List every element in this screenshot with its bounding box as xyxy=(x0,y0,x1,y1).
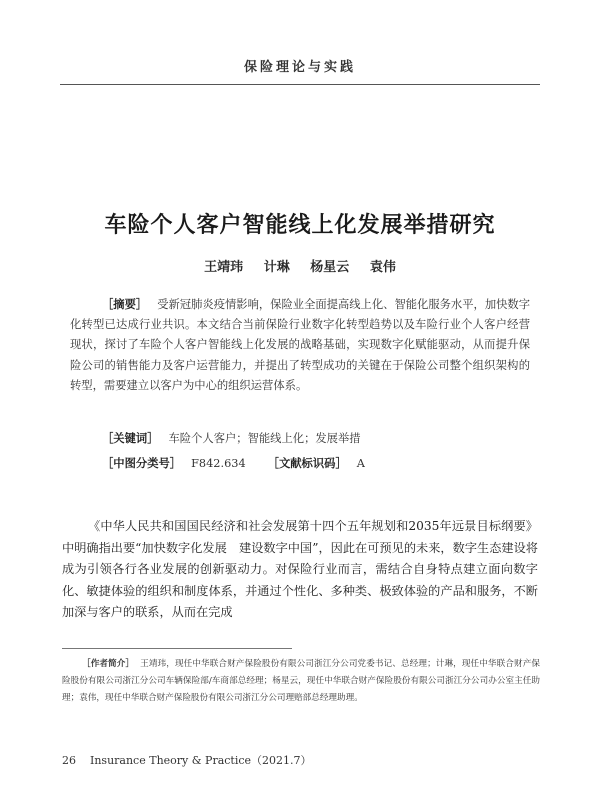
doc-code-label: ［文献标识码］ xyxy=(267,457,347,470)
footnote-divider xyxy=(62,648,292,649)
journal-citation: Insurance Theory & Practice（2021.7） xyxy=(90,754,312,767)
abstract-label: ［摘要］ xyxy=(102,298,148,311)
author-name: 杨星云 xyxy=(310,260,350,275)
journal-section-header: 保险理论与实践 xyxy=(243,60,356,75)
classification-line xyxy=(102,455,542,471)
author-name: 计琳 xyxy=(263,260,290,275)
author-list xyxy=(40,256,560,275)
header-divider xyxy=(60,84,540,85)
keywords-line xyxy=(102,430,542,446)
page-number: 26 xyxy=(62,754,76,767)
author-footnote xyxy=(62,656,540,707)
abstract-text: 受新冠肺炎疫情影响，保险业全面提高线上化、智能化服务水平，加快数字化转型已达成行业共识。本文结合当前保险行业数字化转型趋势以及车险行业个人客户经营现状，探讨了车险个人客户智能线上化发展的战略基础，实现数字化赋能驱动，从而提升保险公司的销售能力及客户运营能力，并提出了转型成功的关键在于保险公司整个组织架构的转型，需要建立以客户为中心的组织运营体系。 xyxy=(70,298,531,392)
page-footer xyxy=(62,752,542,768)
clc-value: F842.634 xyxy=(191,457,246,470)
doc-code-value: A xyxy=(356,457,365,470)
clc-label: ［中图分类号］ xyxy=(102,457,182,470)
keywords-label: ［关键词］ xyxy=(102,432,159,445)
body-paragraph: 《中华人民共和国国民经济和社会发展第十四个五年规划和2035年远景目标纲要》中明确指出要“加快数字化发展 建设数字中国”，因此在可预见的未来，数字生态建设将成为引领各行各业发展的创新驱动力。对保险行业而言，需结合自身特点建立面向数字化、敏捷体验的组织和制度体系，并通过个性化、多种类、极致体验的产品和服务，不断加深与客户的联系，从而在完成 xyxy=(62,519,538,619)
footnote-text: 王靖玮，现任中华联合财产保险股份有限公司浙江分公司党委书记、总经理；计琳，现任中华联合财产保险股份有限公司浙江分公司车辆保险部/车商部总经理；杨星云，现任中华联合财产保险股份有限公司浙江分公司办公室主任助理；袁伟，现任中华联合财产保险股份有限公司浙江分公司理赔部总经理助理。 xyxy=(62,659,540,703)
abstract-block xyxy=(70,295,530,396)
author-name: 袁伟 xyxy=(369,260,396,275)
keywords-text: 车险个人客户；智能线上化；发展举措 xyxy=(168,432,361,445)
author-name: 王靖玮 xyxy=(204,260,244,275)
footnote-label: ［作者简介］ xyxy=(82,659,135,669)
article-title: 车险个人客户智能线上化发展举措研究 xyxy=(104,213,496,238)
